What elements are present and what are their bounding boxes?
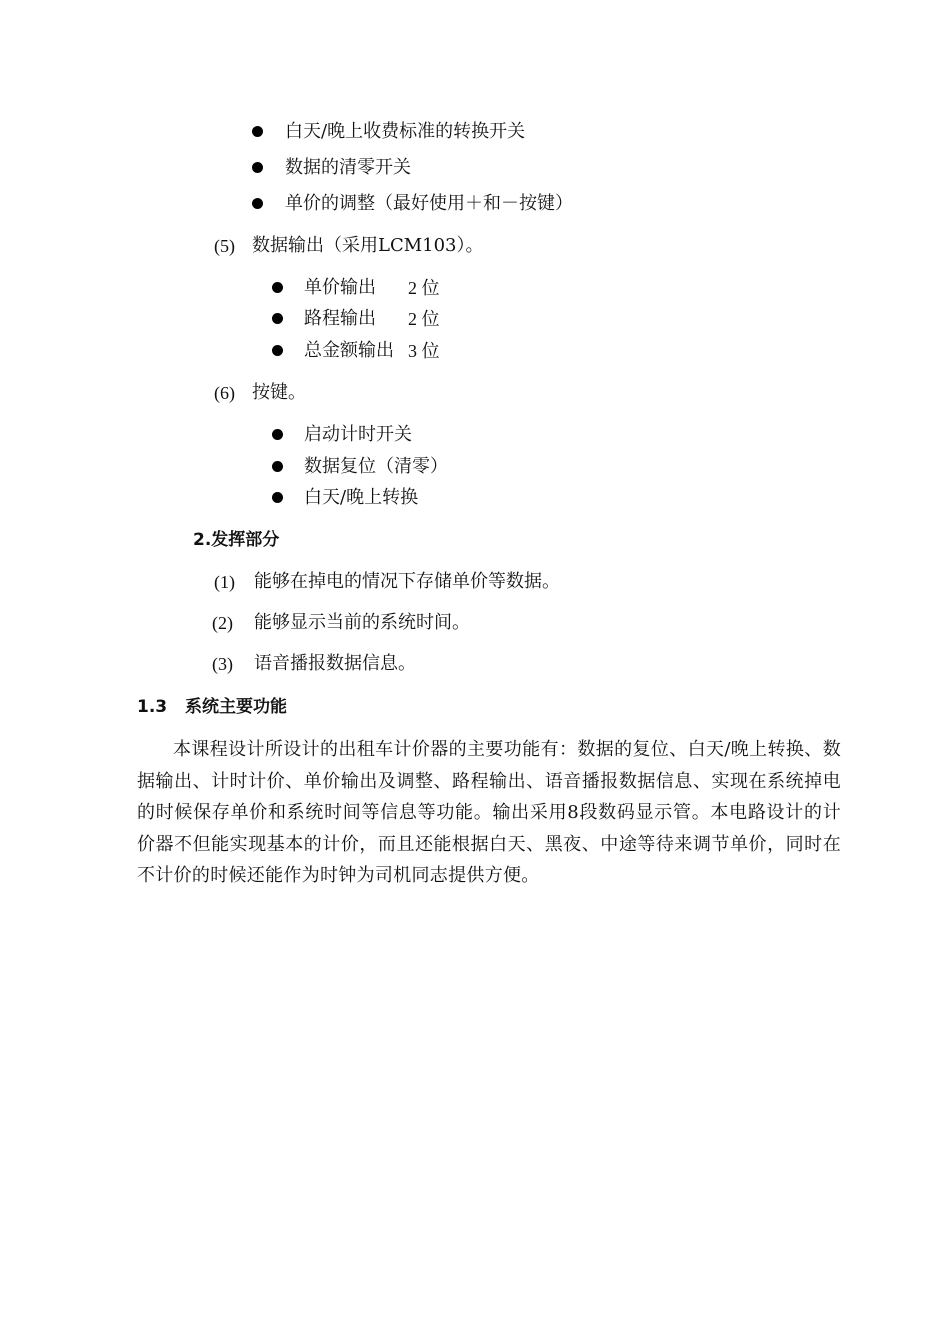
bullet-icon <box>252 126 263 137</box>
bullet-icon <box>272 282 283 293</box>
bullet-icon <box>252 162 263 173</box>
bullet-icon <box>272 492 283 503</box>
bullet-icon <box>272 313 283 324</box>
list-item-text: 白天/晚上转换 <box>304 487 419 508</box>
item-text: 能够在掉电的情况下存储单价等数据。 <box>254 571 560 592</box>
item-number: (1) <box>214 572 235 592</box>
item-number: (5) <box>214 236 235 256</box>
output-label: 总金额输出 <box>304 340 394 361</box>
item-number: (6) <box>214 383 235 403</box>
output-value: 2 位 <box>408 309 440 329</box>
item-text: 按键。 <box>252 382 306 403</box>
list-item-text: 数据复位（清零） <box>304 456 448 477</box>
list-item-text: 白天/晚上收费标准的转换开关 <box>285 121 526 142</box>
list-item-text: 数据的清零开关 <box>285 157 411 178</box>
output-label: 路程输出 <box>304 308 376 329</box>
output-value: 3 位 <box>408 341 440 361</box>
item-number: (2) <box>212 613 233 633</box>
bullet-icon <box>272 345 283 356</box>
list-item-text: 单价的调整（最好使用＋和－按键） <box>285 193 573 214</box>
item-text: 数据输出（采用LCM103）。 <box>252 235 484 256</box>
output-label: 单价输出 <box>304 277 376 298</box>
output-value: 2 位 <box>408 278 440 298</box>
bullet-icon <box>272 461 283 472</box>
bullet-icon <box>252 198 263 209</box>
item-text: 语音播报数据信息。 <box>254 653 416 674</box>
item-text: 能够显示当前的系统时间。 <box>254 612 470 633</box>
section-title: 系统主要功能 <box>185 697 287 717</box>
section-number: 1.3 <box>137 697 168 717</box>
item-number: (3) <box>212 654 233 674</box>
bullet-icon <box>272 429 283 440</box>
list-item-text: 启动计时开关 <box>304 424 412 445</box>
section-heading: 2.发挥部分 <box>193 530 280 550</box>
body-paragraph: 本课程设计所设计的出租车计价器的主要功能有：数据的复位、白天/晚上转换、数据输出、计时计价、单价输出及调整、路程输出、语音播报数据信息、实现在系统掉电的时候保存单价和系统时间等信息等功能。输出采用8段数码显示管。本电路设计的计价器不但能实现基本的计价，而且还能根据白天、黑夜、中途等待来调节单价，同时在不计价的时候还能作为时钟为司机同志提供方便。 <box>137 739 841 886</box>
